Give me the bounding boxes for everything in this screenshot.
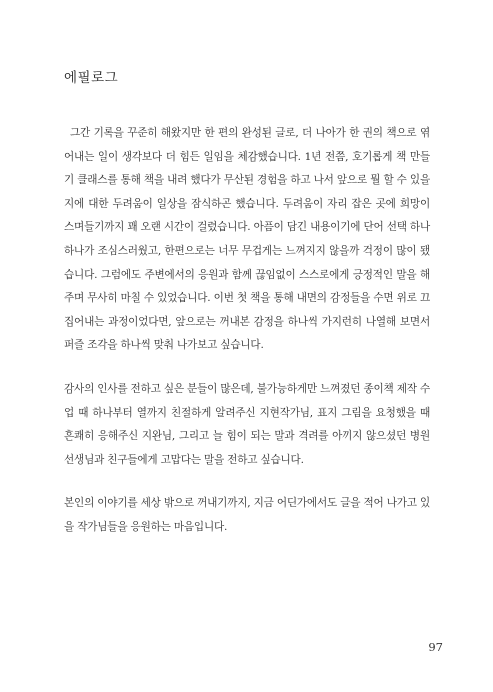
body-text <box>64 122 430 560</box>
page-number: 97 <box>428 640 443 654</box>
paragraph-thanks: 감사의 인사를 전하고 싶은 분들이 많은데, 불가능하게만 느껴졌던 종이책 제작 수업 때 하나부터 열까지 친절하게 알려주신 지현작가님, 표지 그림을 요청했을 때 흔쾌히 응해주신 지완님, 그리고 늘 힘이 되는 말과 격려를 아끼지 않으셨던 병원 선생님과 친구들에게 고맙다는 말을 전하고 싶습니다. <box>64 382 430 466</box>
paragraph-encouragement: 본인의 이야기를 세상 밖으로 꺼내기까지, 지금 어딘가에서도 글을 적어 나가고 있을 작가님들을 응원하는 마음입니다. <box>64 497 430 533</box>
chapter-title: 에필로그 <box>64 70 119 86</box>
paragraph-reflection: 그간 기록을 꾸준히 해왔지만 한 편의 완성된 글로, 더 나아가 한 권의 책으로 엮어내는 일이 생각보다 더 힘든 일임을 체감했습니다. 1년 전쯤, 호기롭게 책 만들기 클래스를 통해 책을 내려 했다가 무산된 경험을 하고 나서 앞으로 뭘 할 수 있을지에 대한 두려움이 일상을 잠식하곤 했습니다. 두려움이 자리 잡은 곳에 희망이 스며들기까지 꽤 오랜 시간이 걸렸습니다. 아픔이 담긴 내용이기에 단어 선택 하나하나가 조심스러웠고, 한편으로는 너무 무겁게는 느껴지지 않을까 걱정이 많이 됐습니다. 그럼에도 주변에서의 응원과 함께 끊임없이 스스로에게 긍정적인 말을 해주며 무사히 마칠 수 있었습니다. 이번 첫 책을 통해 내면의 감정들을 수면 위로 끄집어내는 과정이었다면, 앞으로는 꺼내본 감정을 하나씩 가지런히 나열해 보면서 퍼즐 조각을 하나씩 맞춰 나가보고 싶습니다. <box>64 127 430 352</box>
